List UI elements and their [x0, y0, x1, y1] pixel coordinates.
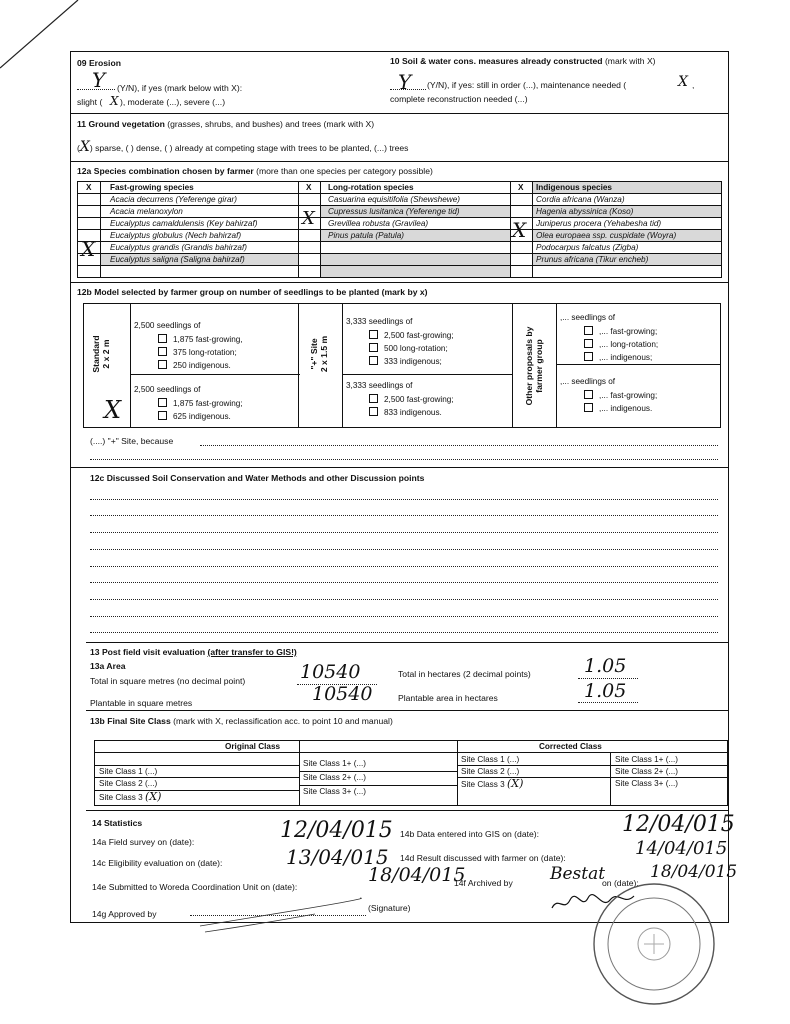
s14b-value: 12/04/015 — [622, 812, 735, 837]
col-long-x: X — [306, 183, 312, 192]
fast-item: Eucalyptus camaldulensis (Key bahirzaf) — [110, 219, 258, 228]
page-corner-fold — [0, 0, 80, 70]
s14f-date: 18/04/015 — [650, 862, 738, 882]
total-ha-label: Total in hectares (2 decimal points) — [398, 669, 531, 679]
s10-mark2: X — [678, 74, 688, 90]
s09-line1: (Y/N), if yes (mark below with X): — [117, 83, 243, 93]
std-a-item: 375 long-rotation; — [158, 347, 237, 357]
s14g-label: 14g Approved by — [92, 909, 157, 919]
long-item: Grevillea robusta (Gravilea) — [328, 219, 429, 228]
s10-line2: complete reconstruction needed (...) — [390, 94, 528, 104]
plus-a-item: 2,500 fast-growing; — [369, 330, 454, 340]
s11-options: (X) sparse, ( ) dense, ( ) already at competing stage with trees to be planted, (...) trees — [77, 139, 409, 155]
col-indig-x: X — [518, 183, 524, 192]
site-class-table — [94, 740, 728, 806]
total-sqm-value: 10540 — [300, 661, 361, 683]
indig-item: Olea europaea ssp. cuspidate (Woyra) — [536, 231, 677, 240]
standard-label: Standard 2 x 2 m — [91, 335, 111, 373]
corr-class-right: Site Class 2+ (...) — [615, 767, 679, 776]
col-fast-x: X — [86, 183, 92, 192]
long-mark: X — [302, 208, 315, 229]
s09-line2a: slight ( — [77, 97, 103, 107]
std-b-item: 1,875 fast-growing; — [158, 398, 243, 408]
s13a-title: 13a Area — [90, 661, 126, 671]
s12b-title: 12b Model selected by farmer group on number of seedlings to be planted (mark by x) — [77, 287, 428, 297]
plant-sqm-label: Plantable in square metres — [90, 698, 193, 708]
corrected-class-header: Corrected Class — [539, 742, 602, 751]
fast-item: Acacia melanoxylon — [110, 207, 183, 216]
official-seal — [580, 878, 728, 1008]
s12c-title: 12c Discussed Soil Conservation and Water Methods and other Discussion points — [90, 473, 425, 483]
plant-sqm-value: 10540 — [312, 683, 373, 705]
s10-mark: Y — [398, 70, 412, 94]
col-indig-header: Indigenous species — [536, 183, 612, 192]
s10-title: 10 Soil & water cons. measures already constructed (mark with X) — [390, 56, 656, 66]
plant-ha-value: 1.05 — [584, 680, 627, 702]
other-b-item: ,... fast-growing; — [584, 390, 657, 400]
corr-class-mark: (X) — [506, 777, 524, 790]
s14c-value: 13/04/015 — [286, 845, 389, 869]
s14e-label: 14e Submitted to Woreda Coordination Unit on (date): — [92, 882, 298, 892]
orig-class-mark: (X) — [144, 790, 162, 803]
total-ha-value: 1.05 — [584, 655, 627, 677]
s13b-title: 13b Final Site Class (mark with X, reclassification acc. to point 10 and manual) — [90, 716, 393, 726]
fast-item: Eucalyptus grandis (Grandis bahirzaf) — [110, 243, 247, 252]
s14b-label: 14b Data entered into GIS on (date): — [400, 829, 540, 839]
fast-mark: X — [81, 237, 96, 261]
plant-ha-label: Plantable area in hectares — [398, 693, 498, 703]
long-item: Pinus patula (Patula) — [328, 231, 405, 240]
orig-class-right: Site Class 1+ (...) — [303, 759, 367, 768]
fast-item: Eucalyptus saligna (Saligna bahirzaf) — [110, 255, 245, 264]
other-a-title: ,... seedlings of — [560, 313, 616, 322]
s14e-value: 18/04/015 — [368, 864, 466, 886]
indig-item: Podocarpus falcatus (Zigba) — [536, 243, 639, 252]
s12a-title: 12a Species combination chosen by farmer (more than one species per category possible) — [77, 166, 433, 176]
other-a-item: ,... indigenous; — [584, 352, 652, 362]
corr-class-right: Site Class 3+ (...) — [615, 779, 679, 788]
plus-b-item: 2,500 fast-growing; — [369, 394, 454, 404]
s09-title: 09 Erosion — [77, 58, 121, 68]
long-item: Cupressus lusitanica (Yeferenge tid) — [328, 207, 460, 216]
corr-class-left: Site Class 2 (...) — [461, 767, 520, 776]
s09-mark2: X — [110, 94, 119, 108]
s13-title: 13 Post field visit evaluation (after transfer to GIS!) — [90, 647, 297, 657]
s14a-label: 14a Field survey on (date): — [92, 837, 195, 847]
s14f-value: Bestat — [550, 864, 606, 884]
orig-class-left: Site Class 1 (...) — [99, 767, 158, 776]
std-b-title: 2,500 seedlings of — [134, 385, 201, 394]
plus-b-title: 3,333 seedlings of — [346, 381, 413, 390]
col-long-header: Long-rotation species — [328, 183, 414, 192]
corr-class-right: Site Class 1+ (...) — [615, 755, 679, 764]
model-table — [83, 303, 721, 428]
s14f-label: 14f Archived by — [454, 878, 513, 888]
fast-item: Eucalyptus globulus (Nech bahirzaf) — [110, 231, 242, 240]
fast-item: Acacia decurrens (Yeferenge girar) — [110, 195, 237, 204]
s09-line2b: ), moderate (...), severe (...) — [120, 97, 226, 107]
s11-title: 11 Ground vegetation (grasses, shrubs, and bushes) and trees (mark with X) — [77, 119, 375, 129]
indig-item: Juniperus procera (Yehabesha tid) — [536, 219, 662, 228]
indig-mark: X — [512, 218, 527, 242]
other-a-item: ,... fast-growing; — [584, 326, 657, 336]
total-sqm-label: Total in square metres (no decimal point) — [90, 676, 246, 686]
orig-class-left: Site Class 2 (...) — [99, 779, 158, 788]
orig-class-right: Site Class 3+ (...) — [303, 787, 367, 796]
plus-b-item: 833 indigenous. — [369, 407, 442, 417]
corr-class-left: Site Class 1 (...) — [461, 755, 520, 764]
plus-site-because: (....) "+" Site, because — [90, 436, 174, 446]
indig-item: Cordia africana (Wanza) — [536, 195, 625, 204]
s10-line1: (Y/N), if yes: still in order (...), maintenance needed ( — [427, 80, 627, 90]
approver-stamp-signature — [190, 888, 370, 938]
other-a-item: ,... long-rotation; — [584, 339, 658, 349]
orig-class-left: Site Class 3 (X) — [99, 790, 162, 803]
species-table — [77, 181, 722, 278]
col-fast-header: Fast-growing species — [110, 183, 194, 192]
other-b-item: ,... indigenous. — [584, 403, 652, 413]
s14-title: 14 Statistics — [92, 818, 143, 828]
plus-a-title: 3,333 seedlings of — [346, 317, 413, 326]
other-proposals-label: Other proposals by farmer group — [524, 326, 544, 406]
indig-item: Hagenia abyssinica (Koso) — [536, 207, 634, 216]
std-a-item: 250 indigenous. — [158, 360, 231, 370]
std-a-title: 2,500 seedlings of — [134, 321, 201, 330]
original-class-header: Original Class — [225, 742, 281, 751]
s10-line1-end: , — [692, 80, 695, 90]
s14a-value: 12/04/015 — [280, 818, 393, 843]
s12b-mark: X — [104, 396, 122, 424]
plus-site-label: "+" Site 2 x 1.5 m — [309, 335, 329, 373]
s14g-signature: (Signature) — [368, 903, 411, 913]
s09-mark: Y — [92, 68, 106, 92]
s14f-on: on (date): — [602, 878, 639, 888]
s14d-value: 14/04/015 — [635, 838, 728, 859]
s11-mark: X — [79, 139, 90, 155]
long-item: Casuarina equisitifolia (Shewshewe) — [328, 195, 460, 204]
indig-item: Prunus africana (Tikur encheb) — [536, 255, 649, 264]
plus-a-item: 333 indigenous; — [369, 356, 442, 366]
s14c-label: 14c Eligibility evaluation on (date): — [92, 858, 223, 868]
std-a-item: 1,875 fast-growing, — [158, 334, 243, 344]
std-b-item: 625 indigenous. — [158, 411, 231, 421]
s14d-label: 14d Result discussed with farmer on (date): — [400, 853, 566, 863]
other-b-title: ,... seedlings of — [560, 377, 616, 386]
orig-class-right: Site Class 2+ (...) — [303, 773, 367, 782]
corr-class-left: Site Class 3 (X) — [461, 777, 524, 790]
plus-a-item: 500 long-rotation; — [369, 343, 448, 353]
